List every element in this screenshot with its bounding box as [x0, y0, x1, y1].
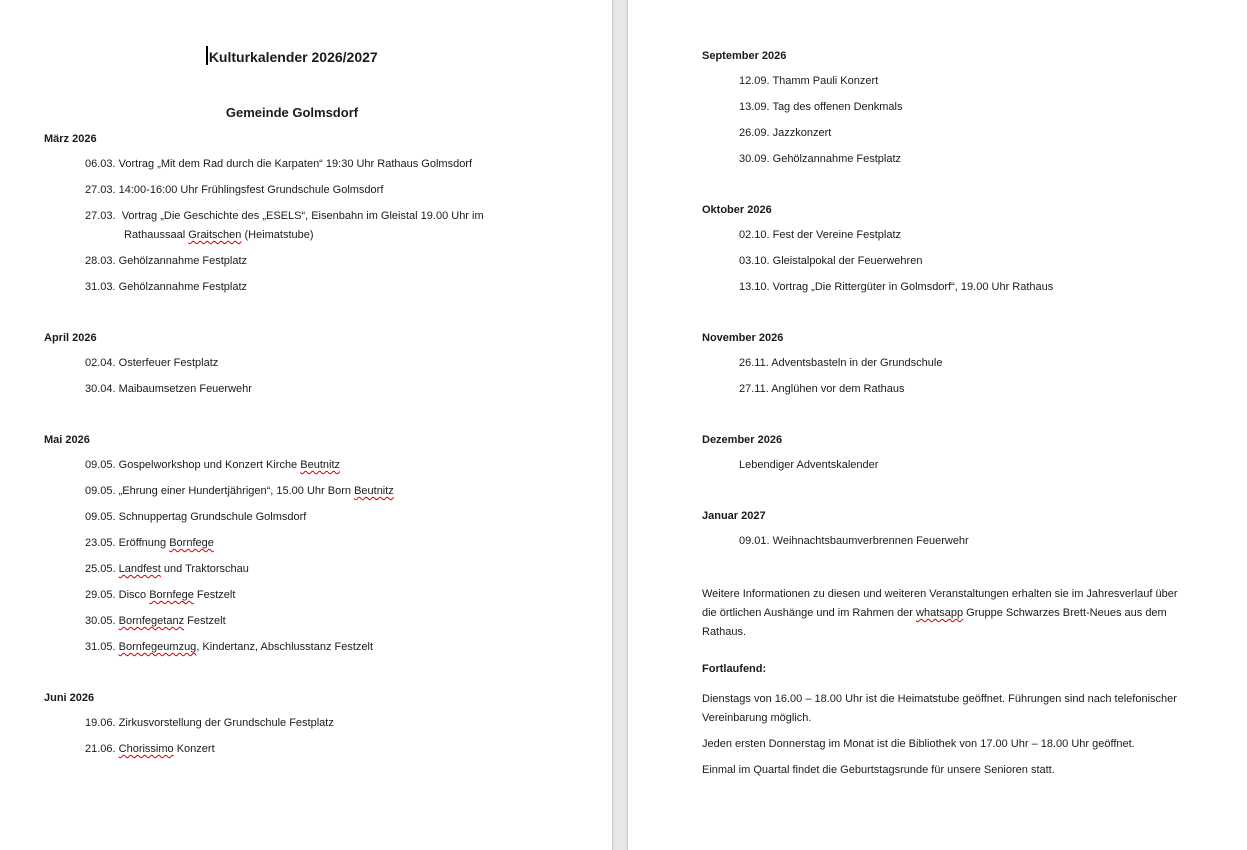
page-1[interactable]	[0, 0, 612, 850]
calendar-entry[interactable]	[44, 458, 612, 484]
text-run: 02.10. Fest der Vereine Festplatz	[739, 229, 902, 241]
month-heading[interactable]: Mai 2026	[44, 434, 90, 446]
text-run: 30.09. Gehölzannahme Festplatz	[739, 153, 902, 165]
text-run: und Traktorschau	[160, 563, 249, 575]
month-heading[interactable]: April 2026	[44, 332, 97, 344]
text-run: Jeden ersten Donnerstag im Monat ist die Bibliothek von 17.00 Uhr – 18.00 Uhr geöffnet.	[702, 738, 1135, 750]
misspelled-word: Bornfegetanz	[118, 615, 185, 627]
calendar-entry[interactable]	[44, 614, 612, 640]
text-run: 02.04. Osterfeuer Festplatz	[85, 357, 219, 369]
text-run: Dienstags von 16.00 – 18.00 Uhr ist die Heimatstube geöffnet. Führungen sind nach telefonischer Vereinbarung möglich.	[702, 693, 1180, 724]
calendar-entry[interactable]	[702, 356, 1247, 382]
calendar-entry[interactable]	[702, 382, 1247, 408]
month-section	[44, 331, 612, 408]
month-section	[44, 132, 612, 306]
month-section	[44, 691, 612, 768]
text-run: 25.05.	[85, 563, 119, 575]
info-paragraph[interactable]	[702, 735, 1189, 754]
calendar-entry[interactable]	[702, 254, 1247, 280]
text-run: 09.05. „Ehrung einer Hundertjährigen“, 15.00 Uhr Born	[85, 485, 355, 497]
calendar-entry[interactable]	[702, 228, 1247, 254]
month-heading[interactable]: November 2026	[702, 332, 784, 344]
calendar-entry[interactable]	[44, 254, 612, 280]
info-paragraph[interactable]	[702, 761, 1189, 780]
text-run: Weitere Informationen zu diesen und weiteren Veranstaltungen erhalten sie im Jahresverlauf über die örtlichen Aushänge und im Rahmen der	[702, 588, 1181, 619]
document-subtitle: Gemeinde Golmsdorf	[225, 105, 359, 120]
calendar-entry[interactable]	[702, 280, 1247, 306]
calendar-entry[interactable]	[44, 716, 612, 742]
calendar-entry[interactable]	[702, 126, 1247, 152]
month-section	[702, 331, 1247, 408]
text-run: 06.03. Vortrag „Mit dem Rad durch die Karpaten“ 19:30 Uhr Rathaus Golmsdorf	[85, 158, 473, 170]
calendar-entry[interactable]	[44, 536, 612, 562]
calendar-entry[interactable]	[44, 484, 612, 510]
calendar-entry[interactable]	[702, 74, 1247, 100]
page-2[interactable]	[628, 0, 1247, 850]
left-page-sections	[44, 132, 612, 768]
calendar-entry[interactable]	[44, 742, 612, 768]
text-run: 09.05. Schnuppertag Grundschule Golmsdorf	[85, 511, 307, 523]
calendar-entry[interactable]	[44, 382, 612, 408]
text-run: 13.10. Vortrag „Die Rittergüter in Golmsdorf“, 19.00 Uhr Rathaus	[739, 281, 1054, 293]
right-page-sections	[702, 49, 1247, 560]
text-run: Festzelt	[193, 589, 236, 601]
misspelled-word: Graitschen	[188, 229, 242, 241]
document-title-line[interactable]	[44, 46, 540, 68]
month-section	[702, 433, 1247, 484]
month-section	[702, 203, 1247, 306]
misspelled-word: Chorissimo	[118, 743, 174, 755]
text-run: 12.09. Thamm Pauli Konzert	[739, 75, 879, 87]
text-run: , Kindertanz, Abschlusstanz Festzelt	[196, 641, 374, 653]
calendar-entry[interactable]	[44, 588, 612, 614]
text-run: 30.04. Maibaumsetzen Feuerwehr	[85, 383, 252, 395]
month-heading[interactable]: Januar 2027	[702, 510, 766, 522]
info-paragraph[interactable]	[702, 690, 1189, 728]
text-run: 23.05. Eröffnung	[85, 537, 170, 549]
text-cursor-caret	[206, 46, 208, 65]
calendar-entry[interactable]	[44, 157, 612, 183]
text-run: Gruppe Schwarzes Brett-Neues aus dem Rathaus.	[702, 607, 1170, 638]
text-run: 30.05.	[85, 615, 119, 627]
text-run: 29.05. Disco	[85, 589, 150, 601]
info-paragraph[interactable]	[702, 585, 1189, 642]
right-page-paragraphs	[702, 585, 1247, 780]
misspelled-word: Bornfege	[149, 589, 194, 601]
text-run: 13.09. Tag des offenen Denkmals	[739, 101, 903, 113]
calendar-entry[interactable]	[44, 228, 612, 254]
calendar-entry[interactable]	[44, 510, 612, 536]
text-run: (Heimatstube)	[241, 229, 314, 241]
calendar-entry[interactable]	[44, 280, 612, 306]
text-run: 09.01. Weihnachtsbaumverbrennen Feuerwehr	[739, 535, 969, 547]
misspelled-word: whatsapp	[916, 607, 964, 619]
calendar-entry[interactable]	[702, 152, 1247, 178]
misspelled-word: Bornfegeumzug	[118, 641, 197, 653]
calendar-entry[interactable]	[44, 183, 612, 209]
document-subtitle-line[interactable]	[44, 104, 540, 122]
misspelled-word: Beutnitz	[354, 485, 394, 497]
text-run: 27.11. Anglühen vor dem Rathaus	[739, 383, 905, 395]
document-title: Kulturkalender 2026/2027	[208, 49, 378, 65]
calendar-entry[interactable]	[44, 640, 612, 666]
month-section	[44, 433, 612, 666]
text-run: 09.05. Gospelworkshop und Konzert Kirche	[85, 459, 301, 471]
text-run: 27.03. Vortrag „Die Geschichte des „ESELS“, Eisenbahn im Gleistal 19.00 Uhr im	[85, 210, 484, 222]
text-run: 26.11. Adventsbasteln in der Grundschule	[739, 357, 943, 369]
page-gap-divider	[612, 0, 628, 850]
text-run: Konzert	[173, 743, 215, 755]
text-run: 31.03. Gehölzannahme Festplatz	[85, 281, 248, 293]
calendar-entry[interactable]	[702, 100, 1247, 126]
calendar-entry[interactable]	[702, 534, 1247, 560]
misspelled-word: Bornfege	[169, 537, 214, 549]
month-heading[interactable]: Oktober 2026	[702, 204, 772, 216]
month-heading[interactable]: September 2026	[702, 50, 787, 62]
text-run: Rathaussaal	[124, 229, 189, 241]
month-section	[702, 49, 1247, 178]
text-run: Fortlaufend:	[702, 663, 767, 675]
misspelled-word: Beutnitz	[300, 459, 340, 471]
month-heading[interactable]: Dezember 2026	[702, 434, 783, 446]
month-heading[interactable]: Juni 2026	[44, 692, 95, 704]
text-run: 26.09. Jazzkonzert	[739, 127, 832, 139]
paragraph-heading[interactable]	[702, 660, 1189, 679]
calendar-entry[interactable]	[44, 562, 612, 588]
text-run: Lebendiger Adventskalender	[739, 459, 879, 471]
calendar-entry[interactable]	[44, 356, 612, 382]
misspelled-word: Landfest	[118, 563, 161, 575]
month-section	[702, 509, 1247, 560]
text-run: Einmal im Quartal findet die Geburtstagsrunde für unsere Senioren statt.	[702, 764, 1055, 776]
calendar-entry[interactable]	[702, 458, 1247, 484]
text-run: 21.06.	[85, 743, 119, 755]
text-run: 19.06. Zirkusvorstellung der Grundschule Festplatz	[85, 717, 334, 729]
text-run: 28.03. Gehölzannahme Festplatz	[85, 255, 248, 267]
text-run: 31.05.	[85, 641, 119, 653]
month-heading[interactable]: März 2026	[44, 133, 97, 145]
text-run: Festzelt	[184, 615, 226, 627]
text-run: 27.03. 14:00-16:00 Uhr Frühlingsfest Grundschule Golmsdorf	[85, 184, 384, 196]
text-run: 03.10. Gleistalpokal der Feuerwehren	[739, 255, 923, 267]
